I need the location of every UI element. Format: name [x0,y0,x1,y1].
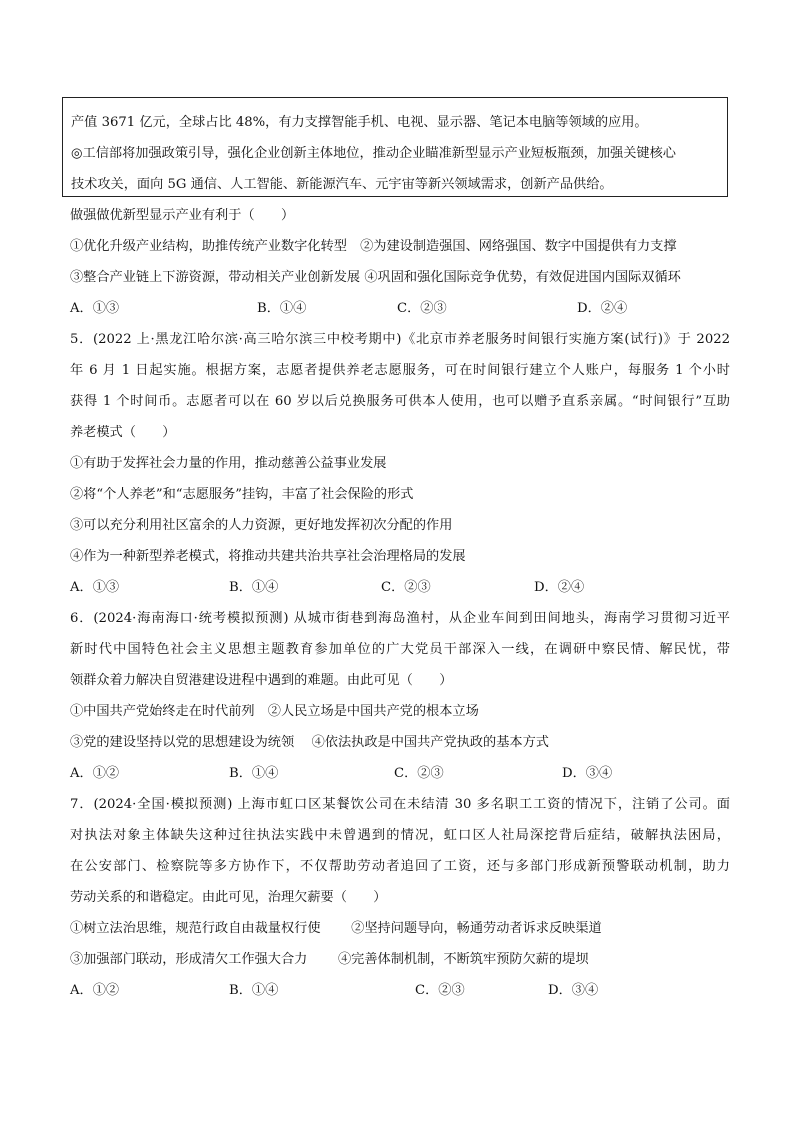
question-stem-line: 年 6 月 1 日起实施。根据方案，志愿者提供养老志愿服务，可在时间银行建立个人账户，每服务 1 个小时 [70,363,730,378]
option-c: C．②③ [394,766,444,781]
answer-options [70,758,730,789]
question-stem-line: 5．(2022 上·黑龙江哈尔滨·高三哈尔滨三中校考期中)《北京市养老服务时间银行实施方案(试行)》于 2022 [70,332,730,347]
statement-item: ①有助于发挥社会力量的作用，推动慈善公益事业发展 [70,456,387,471]
question-5 [70,324,730,603]
option-b: B．①④ [229,766,279,781]
option-c: C．②③ [415,983,465,998]
option-d: D．③④ [562,766,613,781]
statement-item: ③可以充分利用社区富余的人力资源，更好地发挥初次分配的作用 [70,518,453,533]
statement-item: ①树立法治思维，规范行政自由裁量权行使 ②坚持问题导向，畅通劳动者诉求反映渠道 [70,921,602,936]
material-line: 技术攻关，面向 5G 通信、人工智能、新能源汽车、元宇宙等新兴领域需求，创新产品供给。 [71,177,613,192]
statement-item: ③加强部门联动，形成清欠工作强大合力 ④完善体制机制，不断筑牢预防欠薪的堤坝 [70,952,589,967]
option-d: D．②④ [577,301,628,316]
statement-item: ③整合产业链上下游资源，带动相关产业创新发展 ④巩固和强化国际竞争优势，有效促进国内国际双循环 [70,270,681,285]
option-d: D．②④ [534,580,585,595]
option-a: A．①② [70,983,120,998]
material-box [62,97,728,197]
option-d: D．③④ [548,983,599,998]
question-stem-line: 6．(2024·海南海口·统考模拟预测) 从城市街巷到海岛渔村，从企业车间到田间地头，海南学习贯彻习近平 [70,611,730,626]
answer-options [70,975,730,1006]
question-6 [70,603,730,789]
material-line: ◎工信部将加强政策引导，强化企业创新主体地位，推动企业瞄准新型显示产业短板瓶颈，加强关键核心 [71,146,676,161]
question-7 [70,789,730,1006]
option-b: B．①④ [229,983,279,998]
statement-item: ①中国共产党始终走在时代前列 ②人民立场是中国共产党的根本立场 [70,704,479,719]
question-stem-line: 对执法对象主体缺失这种过往执法实践中未曾遇到的情况，虹口区人社局深挖背后症结，破解执法困局， [70,828,730,843]
question-stem-line: 劳动关系的和谐稳定。由此可见，治理欠薪要（ ） [70,890,387,905]
question-4 [70,200,730,324]
option-c: C．②③ [397,301,447,316]
material-line: 产值 3671 亿元，全球占比 48%，有力支撑智能手机、电视、显示器、笔记本电脑等领域的应用。 [71,115,648,130]
option-a: A．①③ [70,580,120,595]
statement-item: ①优化升级产业结构，助推传统产业数字化转型 ②为建设制造强国、网络强国、数字中国提供有力支撑 [70,239,677,254]
statement-item: ②将“个人养老”和“志愿服务”挂钩，丰富了社会保险的形式 [70,487,414,502]
statement-item: ③党的建设坚持以党的思想建设为统领 ④依法执政是中国共产党执政的基本方式 [70,735,549,750]
question-stem: 做强做优新型显示产业有利于（ ） [70,208,295,223]
question-stem-line: 7．(2024·全国·模拟预测) 上海市虹口区某餐饮公司在未结清 30 多名职工工资的情况下，注销了公司。面 [70,797,730,812]
option-a: A．①③ [70,301,120,316]
option-b: B．①④ [257,301,307,316]
option-a: A．①② [70,766,120,781]
question-stem-line: 养老模式（ ） [70,425,176,440]
question-stem-line: 获得 1 个时间币。志愿者可以在 60 岁以后兑换服务可供本人使用，也可以赠予直系亲属。“时间银行”互助 [70,394,730,409]
answer-options [70,572,730,603]
question-stem-line: 在公安部门、检察院等多方协作下，不仅帮助劳动者追回了工资，还与多部门形成新预警联动机制，助力 [70,859,730,874]
answer-options [70,293,730,324]
option-b: B．①④ [229,580,279,595]
statement-item: ④作为一种新型养老模式，将推动共建共治共享社会治理格局的发展 [70,549,466,564]
option-c: C．②③ [381,580,431,595]
question-stem-line: 领群众着力解决自贸港建设进程中遇到的难题。由此可见（ ） [70,673,453,688]
question-stem-line: 新时代中国特色社会主义思想主题教育参加单位的广大党员干部深入一线，在调研中察民情、解民忧，带 [70,642,730,657]
questions [70,200,730,1006]
